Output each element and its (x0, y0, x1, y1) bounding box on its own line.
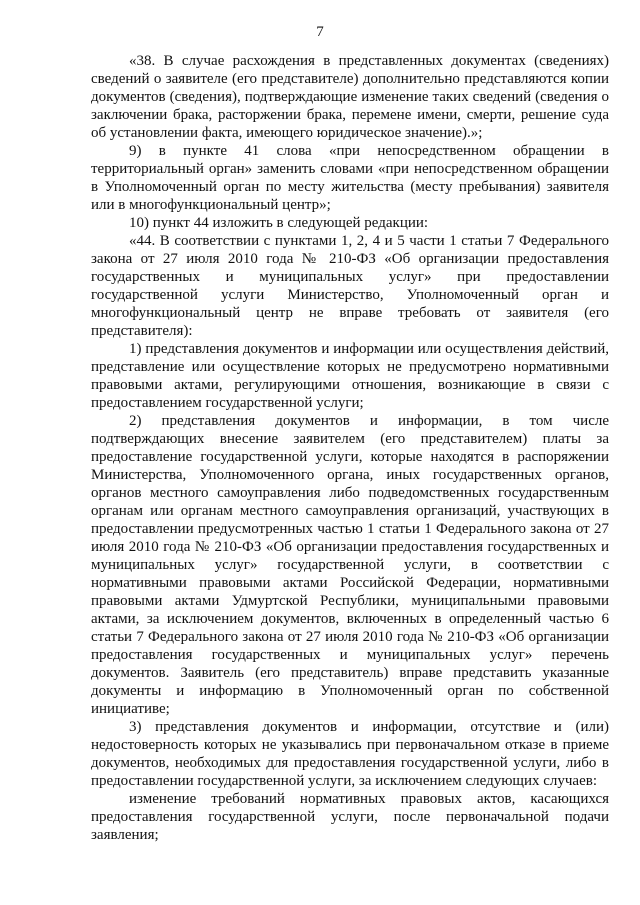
document-body (91, 52, 609, 844)
list-item-3: 3) представления документов и информации, отсутствие и (или) недостоверность которых не указывались при первоначальном отказе в приеме документов, необходимых для предоставления государственной услуги, либо в предоставлении государственной услуги, за исключением следующих случаев: (91, 719, 609, 789)
paragraph-38-text: «38. В случае расхождения в представленных документах (сведениях) сведений о заявителе (его представителе) дополнительно представляются копии документов (сведения), подтверждающие изменение таких сведений (сведения о заключении брака, расторжении брака, перемене имени, смерти, решение суда об установлении факта, имеющего юридическое значение).»; (91, 53, 609, 141)
list-item-2: 2) представления документов и информации, в том числе подтверждающих внесение заявителем (его представителем) платы за предоставление государственной услуги, которые находятся в распоряжении Министерства, Уполномоченного органа, иных государственных органов, органов местного самоуправления либо подведомственных государственным органам или органам местного самоуправления организаций, участвующих в предоставлении предусмотренных частью 1 статьи 1 Федерального закона от 27 июля 2010 года № 210-ФЗ «Об организации предоставления государственных и муниципальных услуг» государственной услуги, в соответствии с нормативными правовыми актами Российской Федерации, нормативными правовыми актами Удмуртской Республики, муниципальными правовыми актами, за исключением документов, включенных в определенный частью 6 статьи 7 Федерального закона от 27 июля 2010 года № 210-ФЗ «Об организации предоставления государственных и муниципальных услуг» перечень документов. Заявитель (его представитель) вправе представить указанные документы и информацию в Уполномоченный орган по собственной инициативе; (91, 413, 609, 717)
paragraph-44-intro: «44. В соответствии с пунктами 1, 2, 4 и 5 части 1 статьи 7 Федерального закона от 27 июля 2010 года № 210-ФЗ «Об организации предоставления государственных и муниципальных услуг» при предоставлении государственной услуги Министерство, Уполномоченный орган и многофункциональный центр не вправе требовать от заявителя (его представителя): (91, 233, 609, 339)
page-number: 7 (316, 24, 324, 40)
exception-case: изменение требований нормативных правовых актов, касающихся предоставления государственной услуги, после первоначальной подачи заявления; (91, 791, 609, 843)
paragraph-item-10: 10) пункт 44 изложить в следующей редакции: (129, 215, 429, 231)
paragraph-item-9: 9) в пункте 41 слова «при непосредственном обращении в территориальный орган» заменить словами «при непосредственном обращении в Уполномоченный орган по месту жительства (месту пребывания) заявителя или в многофункциональный центр»; (91, 143, 609, 213)
list-item-1: 1) представления документов и информации или осуществления действий, представление или осуществление которых не предусмотрено нормативными правовыми актами, регулирующими отношения, возникающие в связи с предоставлением государственной услуги; (91, 341, 609, 411)
